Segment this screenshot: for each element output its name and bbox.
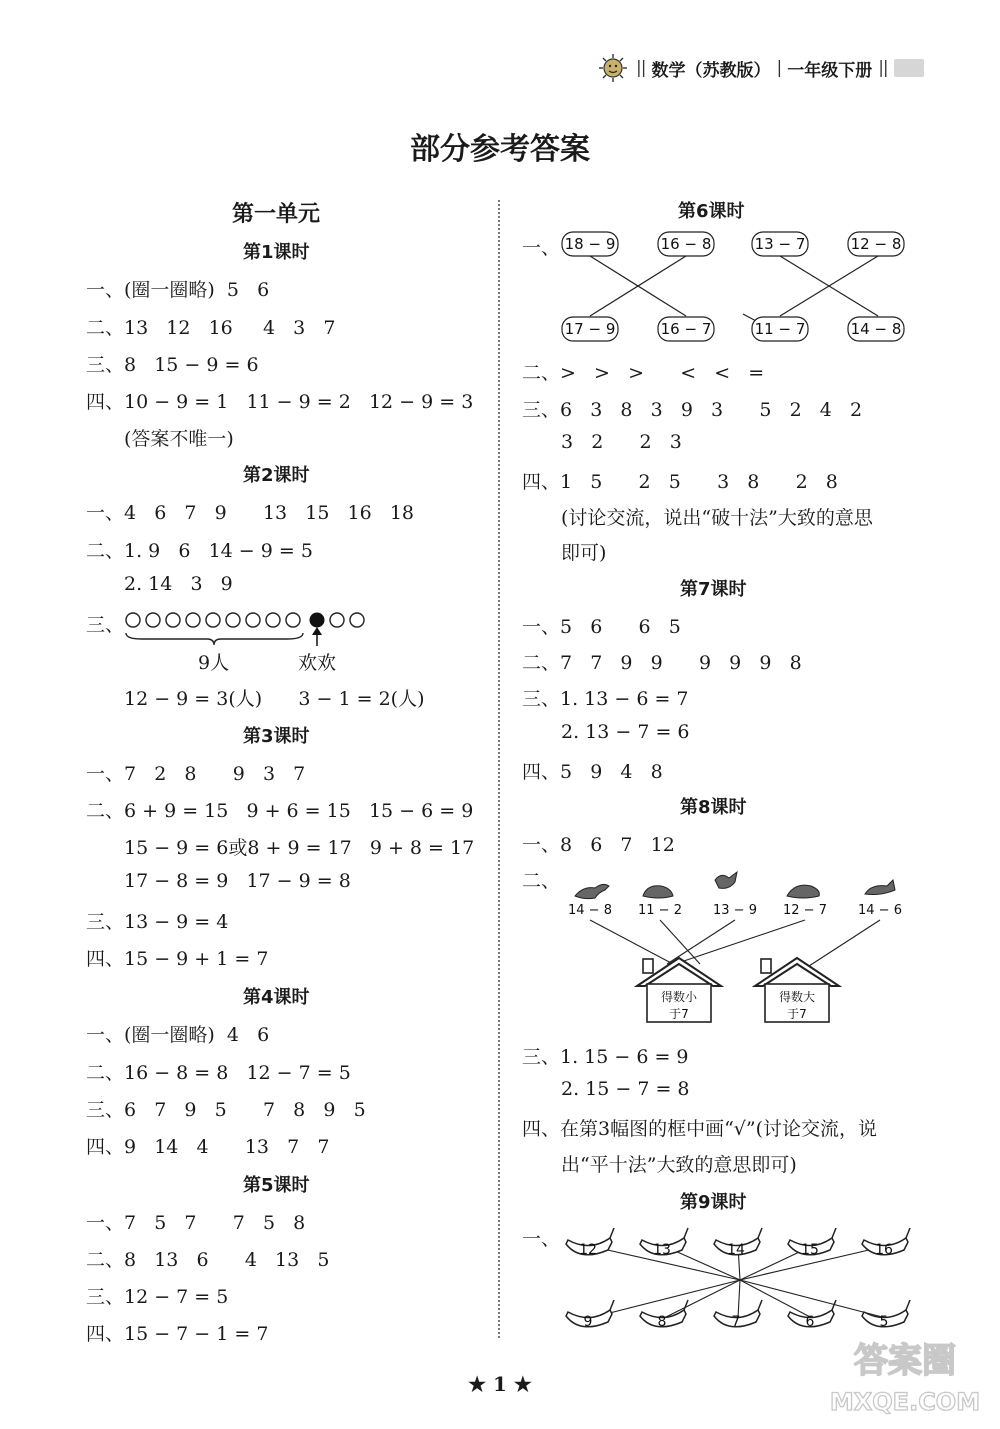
nine-people-label: 9人 — [198, 652, 230, 674]
l6-bottom-box-1: 17 − 9 — [564, 320, 616, 338]
l9-banana-diagram — [560, 1218, 920, 1343]
banana-label-16: 16 — [875, 1242, 893, 1258]
l8-q4-line2: 出“平十法”大致的意思即可) — [561, 1154, 797, 1176]
l9-q1-label: 一、 — [522, 1228, 561, 1250]
house2-line1: 得数大 — [778, 990, 816, 1004]
l3-q1: 一、7 2 8 9 3 7 — [86, 763, 306, 785]
l8-q3-1: 三、1. 15 − 6 = 9 — [522, 1046, 689, 1068]
l6-top-box-4: 12 − 8 — [850, 235, 902, 253]
animal-5-icon — [865, 880, 895, 895]
l1-q2: 二、13 12 16 4 3 7 — [86, 317, 336, 339]
animal-label-4: 12 − 7 — [783, 903, 827, 918]
l4-q1: 一、(圈一圈略) 4 6 — [86, 1024, 270, 1046]
lesson-1-title: 第1课时 — [243, 242, 310, 263]
house2-line2: 于7 — [787, 1007, 807, 1021]
header-bars-right: || — [878, 58, 888, 78]
l4-q3: 三、6 7 9 5 7 8 9 5 — [86, 1099, 366, 1121]
l4-q4: 四、9 14 4 13 7 7 — [86, 1136, 330, 1158]
l7-q3-2: 2. 13 − 7 = 6 — [561, 721, 690, 743]
banana-label-8: 8 — [657, 1314, 667, 1330]
star-icon: ★ — [506, 1372, 532, 1396]
lesson-8-title: 第8课时 — [680, 797, 747, 818]
l3-q4: 四、15 − 9 + 1 = 7 — [86, 948, 269, 970]
banana-label-7: 7 — [731, 1314, 741, 1330]
l2-q3: 三、 — [86, 614, 125, 636]
header-sep: | — [776, 58, 782, 78]
l4-q2: 二、16 − 8 = 8 12 − 7 = 5 — [86, 1062, 351, 1084]
l3-q2-line3: 17 − 8 = 9 17 − 9 = 8 — [124, 870, 351, 892]
animal-3-icon — [715, 872, 737, 888]
animal-4-icon — [787, 885, 819, 898]
header-bars: || — [636, 58, 646, 78]
lesson-3-title: 第3课时 — [243, 726, 310, 747]
banana-label-13: 13 — [653, 1242, 671, 1258]
header-grade: 一年级下册 — [787, 60, 873, 81]
l6-bottom-box-3: 11 − 7 — [754, 320, 806, 338]
animal-2-icon — [643, 886, 673, 898]
lesson-5-title: 第5课时 — [243, 1175, 310, 1196]
animal-label-1: 14 − 8 — [568, 903, 612, 918]
animal-label-2: 11 − 2 — [638, 903, 682, 918]
l5-q2: 二、8 13 6 4 13 5 — [86, 1249, 330, 1271]
l3-q2-line2: 15 − 9 = 6或8 + 9 = 17 9 + 8 = 17 — [124, 837, 475, 859]
unit-title: 第一单元 — [232, 202, 321, 227]
l8-q4: 四、在第3幅图的框中画“√”(讨论交流，说 — [522, 1118, 878, 1140]
l7-q4: 四、5 9 4 8 — [522, 761, 663, 783]
l6-q1-label: 一、 — [522, 237, 561, 259]
page-header — [596, 52, 924, 84]
animal-1-icon — [575, 884, 609, 898]
header-subject: 数学（苏教版） — [651, 60, 771, 81]
page-title: 部分参考答案 — [410, 132, 590, 167]
l6-bottom-box-4: 14 − 8 — [850, 320, 902, 338]
animal-label-3: 13 − 9 — [713, 903, 757, 918]
banana-label-12: 12 — [579, 1242, 597, 1258]
lesson-7-title: 第7课时 — [680, 579, 747, 600]
l2-q3-answer: 12 − 9 = 3(人) 3 − 1 = 2(人) — [124, 688, 425, 710]
l7-q1: 一、5 6 6 5 — [522, 616, 681, 638]
house1-line1: 得数小 — [660, 990, 698, 1004]
star-icon: ★ — [468, 1372, 494, 1396]
l6-bottom-box-2: 16 − 7 — [660, 320, 712, 338]
house1-line2: 于7 — [669, 1007, 689, 1021]
l6-q4-note2: 即可) — [561, 542, 607, 564]
l1-q3: 三、8 15 − 9 = 6 — [86, 354, 259, 376]
banana-label-6: 6 — [805, 1314, 815, 1330]
lesson-2-title: 第2课时 — [243, 465, 310, 486]
sun-mascot-icon — [596, 53, 630, 83]
l5-q4: 四、15 − 7 − 1 = 7 — [86, 1323, 269, 1345]
page-number-value: 1 — [493, 1372, 507, 1396]
l7-q2: 二、7 7 9 9 9 9 9 8 — [522, 652, 802, 674]
l8-q2-label: 二、 — [522, 870, 561, 892]
banana-label-14: 14 — [727, 1242, 745, 1258]
l1-q4: 四、10 − 9 = 1 11 − 9 = 2 12 − 9 = 3 — [86, 391, 474, 413]
l6-q4: 四、1 5 2 5 3 8 2 8 — [522, 471, 838, 493]
l6-q3-line2: 3 2 2 3 — [561, 431, 682, 453]
l8-q3-2: 2. 15 − 7 = 8 — [561, 1078, 690, 1100]
lesson-4-title: 第4课时 — [243, 987, 310, 1008]
l8-animal-house-diagram — [555, 866, 915, 1026]
lesson-9-title: 第9课时 — [680, 1192, 747, 1213]
lesson-6-title: 第6课时 — [678, 201, 745, 222]
l2-q2-1: 二、1. 9 6 14 − 9 = 5 — [86, 540, 313, 562]
l6-q3: 三、6 3 8 3 9 3 5 2 4 2 — [522, 399, 863, 421]
header-tab — [894, 59, 924, 77]
banana-label-9: 9 — [583, 1314, 593, 1330]
l1-q4-note: (答案不唯一) — [124, 428, 234, 450]
l3-q2: 二、6 + 9 = 15 9 + 6 = 15 15 − 6 = 9 — [86, 800, 474, 822]
l5-q1: 一、7 5 7 7 5 8 — [86, 1212, 306, 1234]
l2-q1: 一、4 6 7 9 13 15 16 18 — [86, 502, 415, 524]
l6-q4-note: (讨论交流，说出“破十法”大致的意思 — [561, 507, 873, 529]
queue-diagram — [122, 606, 382, 676]
animal-label-5: 14 − 6 — [858, 903, 902, 918]
house-greater-than-7 — [755, 958, 839, 1022]
l2-q2-2: 2. 14 3 9 — [124, 573, 233, 595]
l6-top-box-3: 13 − 7 — [754, 235, 806, 253]
huanhuan-label: 欢欢 — [298, 652, 337, 674]
l5-q3: 三、12 − 7 = 5 — [86, 1286, 229, 1308]
l7-q3-1: 三、1. 13 − 6 = 7 — [522, 688, 689, 710]
l6-top-box-1: 18 − 9 — [564, 235, 616, 253]
banana-label-5: 5 — [879, 1314, 889, 1330]
l3-q3: 三、13 − 9 = 4 — [86, 911, 229, 933]
watermark-top: 答案圈 — [854, 1341, 956, 1381]
l6-top-box-2: 16 − 8 — [660, 235, 712, 253]
watermark-bottom: MXQE.COM — [829, 1388, 981, 1416]
l6-q2: 二、> > > < < = — [522, 362, 765, 384]
l6-matching-diagram — [560, 228, 910, 348]
l1-q1: 一、(圈一圈略) 5 6 — [86, 279, 270, 301]
l8-q1: 一、8 6 7 12 — [522, 834, 675, 856]
banana-label-15: 15 — [801, 1242, 819, 1258]
column-divider — [498, 200, 500, 1338]
house-less-than-7 — [637, 958, 721, 1022]
watermark-logo — [820, 1330, 990, 1420]
